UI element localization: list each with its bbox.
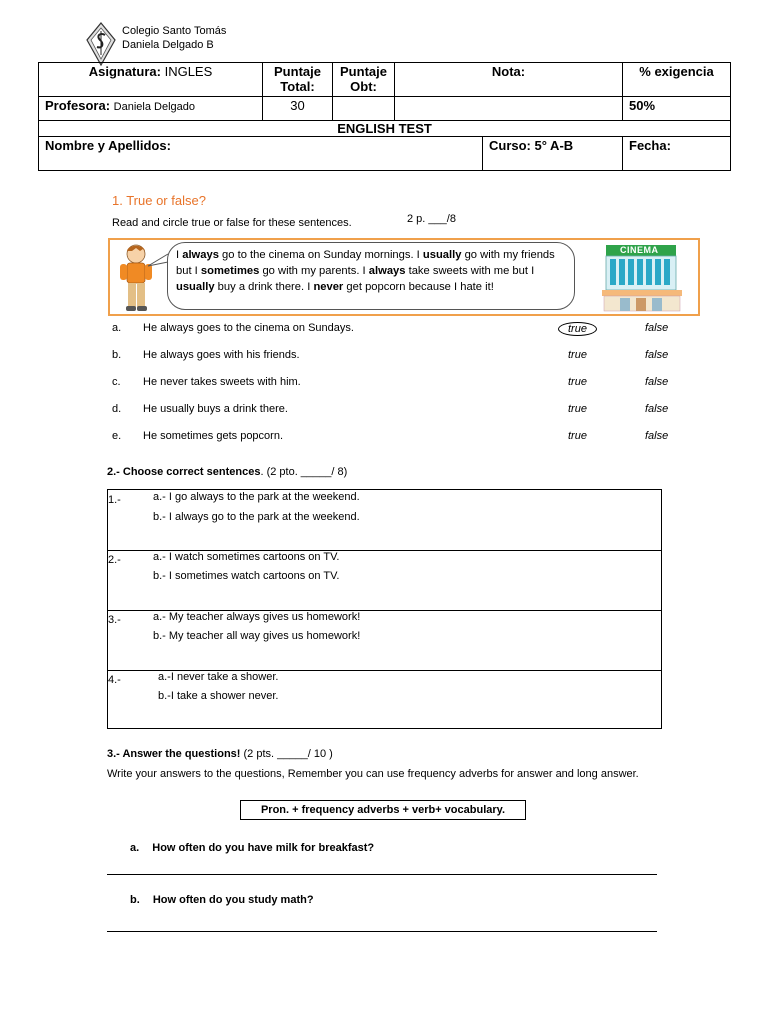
question-b (130, 894, 314, 906)
tf-false-option[interactable]: false (645, 376, 669, 388)
tf-letter: e. (112, 430, 122, 442)
section2-title (107, 466, 347, 478)
tf-statement: He always goes to the cinema on Sundays. (143, 322, 354, 334)
story-text-4: go with my parents. I (259, 265, 369, 277)
choose-item-4 (108, 670, 661, 728)
school-line-1: Colegio Santo Tomás (122, 25, 227, 37)
section3-title-bold: 3.- Answer the questions! (107, 748, 241, 760)
cinema-illustration (600, 243, 695, 313)
section1-title: 1. True or false? (112, 193, 206, 208)
section1-instruction: Read and circle true or false for these sentences. (112, 217, 352, 229)
tf-true-option[interactable]: true (568, 430, 587, 442)
story-text-2: go to the cinema on Sunday mornings. I (218, 249, 423, 261)
question-letter: b. (130, 894, 140, 906)
tf-row-b (112, 349, 702, 365)
tf-false-option[interactable]: false (645, 430, 669, 442)
choose-item-2 (108, 550, 661, 611)
section1-score: 2 p. ___/8 (407, 213, 456, 225)
story-adverb-usually: usually (176, 281, 215, 293)
choose-box (107, 489, 662, 729)
story-adverb-never: never (313, 281, 344, 293)
asignatura-label: Asignatura: (88, 64, 161, 79)
nota-label: Nota: (395, 63, 623, 97)
answer-line-a[interactable] (107, 874, 657, 875)
story-text-1: I (176, 249, 183, 261)
choose-option-a[interactable]: a.- I go always to the park at the weekend. (153, 491, 360, 503)
curso-label: Curso: 5° A-B (483, 137, 623, 171)
puntaje-total-label: Puntaje Total: (263, 63, 333, 97)
choose-item-1 (108, 490, 661, 551)
question-letter: a. (130, 842, 140, 854)
choose-option-b[interactable]: b.- I always go to the park at the weekend. (153, 511, 360, 523)
exigencia-value: 50% (623, 97, 731, 121)
section2-title-score: . (2 pto. _____/ 8) (260, 466, 348, 478)
profesora-cell (39, 97, 263, 121)
choose-option-b[interactable]: b.-I take a shower never. (158, 690, 279, 702)
profesora-label: Profesora: (45, 98, 111, 113)
story-adverb-always: always (182, 249, 219, 261)
choose-option-a[interactable]: a.- My teacher always gives us homework! (153, 611, 361, 623)
choose-option-b[interactable]: b.- My teacher all way gives us homework! (153, 630, 361, 642)
tf-true-option[interactable]: true (568, 376, 587, 388)
choose-option-a[interactable]: a.- I watch sometimes cartoons on TV. (153, 551, 340, 563)
tf-true-option[interactable]: true (568, 403, 587, 415)
exigencia-label: % exigencia (623, 63, 731, 97)
choose-item-3 (108, 610, 661, 671)
tf-statement: He sometimes gets popcorn. (143, 430, 284, 442)
section3-title (107, 748, 333, 760)
question-a (130, 842, 374, 854)
asignatura-value: INGLES (164, 64, 213, 79)
tf-false-option[interactable]: false (645, 349, 669, 361)
info-table (38, 62, 731, 171)
question-text: How often do you study math? (152, 894, 314, 906)
puntaje-total-value: 30 (263, 97, 333, 121)
answer-line-b[interactable] (107, 931, 657, 932)
choose-option-b[interactable]: b.- I sometimes watch cartoons on TV. (153, 570, 340, 582)
tf-row-c (112, 376, 702, 392)
cinema-sign: CINEMA (620, 245, 659, 255)
asignatura-cell (39, 63, 263, 97)
school-logo-icon (86, 22, 116, 66)
story-text-6: buy a drink there. I (214, 281, 314, 293)
test-title: ENGLISH TEST (39, 121, 731, 137)
story-text-7: get popcorn because I hate it! (343, 281, 494, 293)
question-text: How often do you have milk for breakfast? (152, 842, 375, 854)
tf-row-a (112, 322, 702, 338)
story-text-3: go with my friends but I (176, 249, 555, 277)
story-adverb-usually: usually (422, 249, 462, 261)
nombre-label[interactable]: Nombre y Apellidos: (39, 137, 483, 171)
puntaje-obt-value[interactable] (333, 97, 395, 121)
tf-statement: He never takes sweets with him. (143, 376, 301, 388)
tf-letter: b. (112, 349, 122, 361)
school-line-2: Daniela Delgado B (122, 39, 214, 51)
choose-item-number: 2.- (108, 554, 121, 566)
nota-value[interactable] (395, 97, 623, 121)
tf-true-option[interactable]: true (568, 349, 587, 361)
tf-statement: He always goes with his friends. (143, 349, 300, 361)
tf-false-option[interactable]: false (645, 322, 669, 334)
section3-instructions: Write your answers to the questions, Remember you can use frequency adverbs for answer and long answer. (107, 768, 639, 780)
section2-title-bold: 2.- Choose correct sentences (107, 466, 261, 478)
choose-option-a[interactable]: a.-I never take a shower. (158, 671, 279, 683)
story-text-5: take sweets with me but I (405, 265, 535, 277)
tf-statement: He usually buys a drink there. (143, 403, 288, 415)
fecha-label[interactable]: Fecha: (623, 137, 731, 171)
school-name (122, 24, 226, 52)
story-adverb-sometimes: sometimes (200, 265, 260, 277)
section3-title-score: (2 pts. _____/ 10 ) (240, 748, 333, 760)
tf-true-option-circled[interactable]: true (558, 322, 597, 336)
formula-box: Pron. + frequency adverbs + verb+ vocabulary. (240, 800, 526, 820)
tf-row-e (112, 430, 702, 446)
choose-item-number: 1.- (108, 494, 121, 506)
puntaje-obt-label: Puntaje Obt: (333, 63, 395, 97)
choose-item-number: 3.- (108, 614, 121, 626)
tf-row-d (112, 403, 702, 419)
tf-letter: a. (112, 322, 122, 334)
tf-false-option[interactable]: false (645, 403, 669, 415)
story-adverb-always: always (368, 265, 406, 277)
profesora-value: Daniela Delgado (113, 101, 195, 113)
choose-item-number: 4.- (108, 674, 121, 686)
tf-letter: c. (112, 376, 121, 388)
speech-bubble (167, 242, 575, 310)
tf-letter: d. (112, 403, 122, 415)
